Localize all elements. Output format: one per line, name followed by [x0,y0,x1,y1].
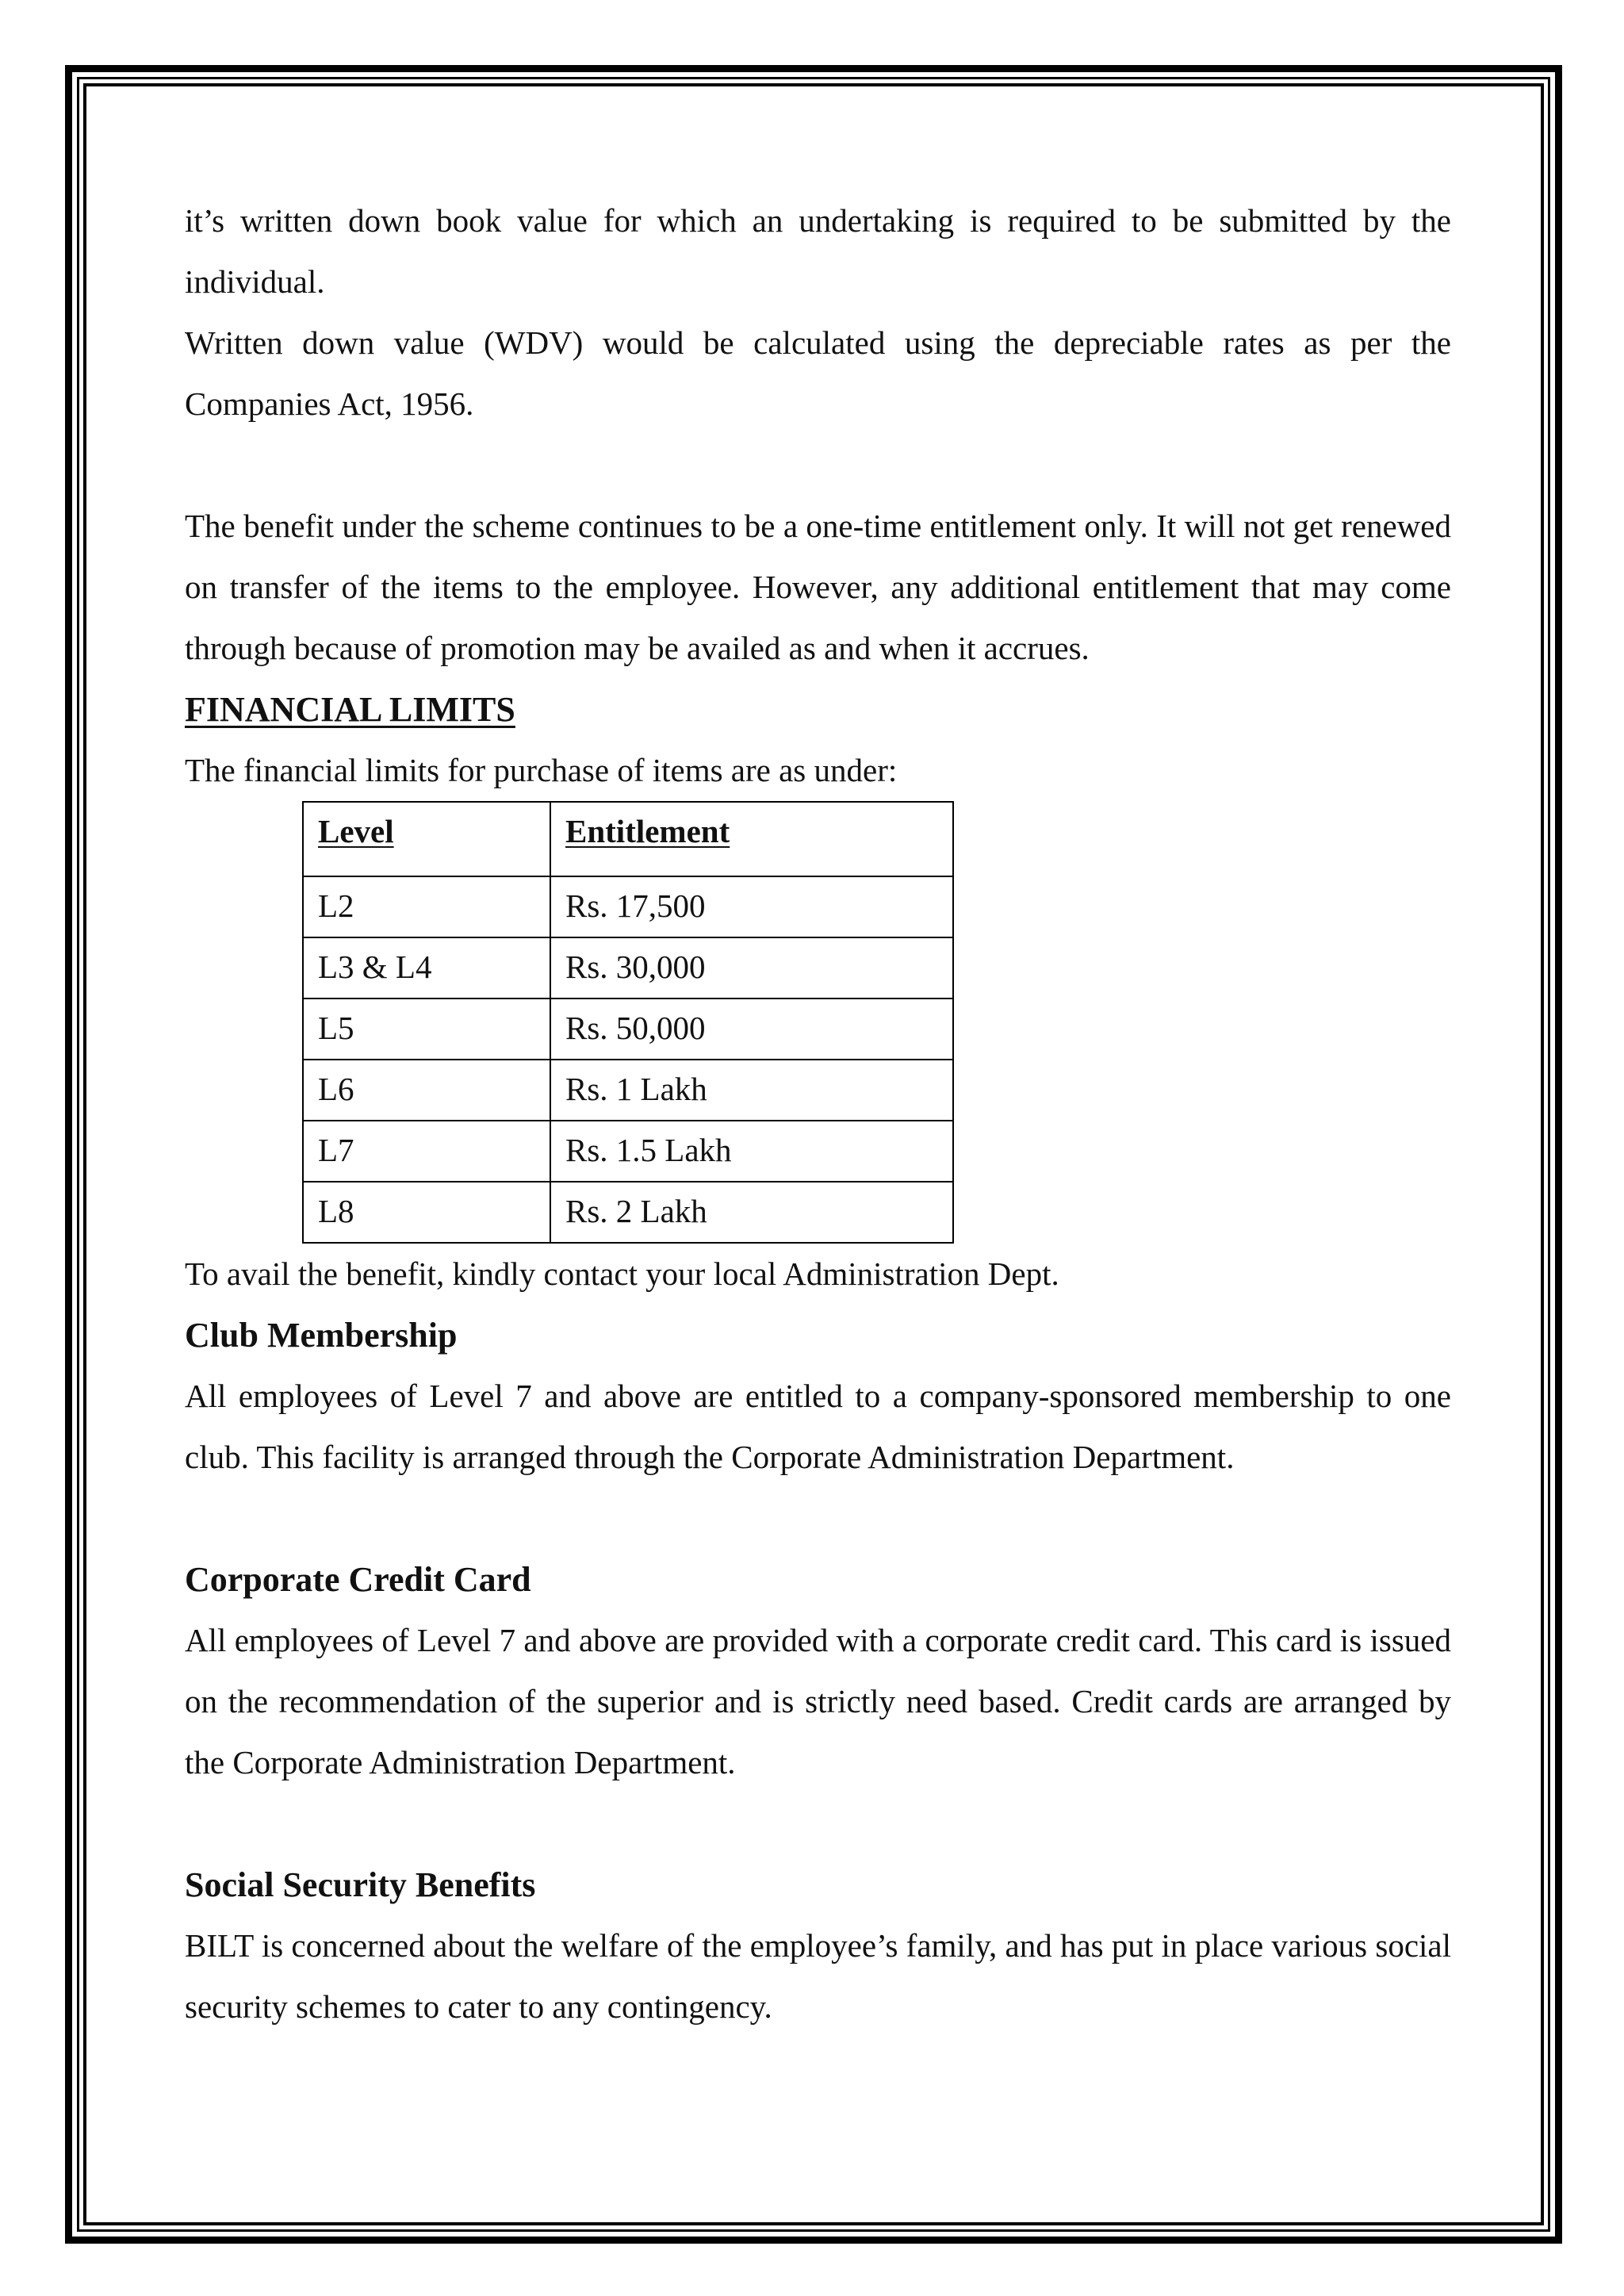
table-cell-level: L6 [303,1060,550,1121]
table-header-level: Level [303,802,550,876]
heading-social-security-benefits: Social Security Benefits [185,1865,536,1904]
heading-club-membership: Club Membership [185,1316,458,1355]
spacer [185,435,1451,496]
spacer [185,1793,1451,1854]
paragraph-corporate-credit-card: All employees of Level 7 and above are provided with a corporate credit card. This card is issued on the recommendation of the superior and is strictly need based. Credit cards are arranged by the Corporate Administration Department. [185,1622,1451,1780]
table-cell-level: L5 [303,999,550,1060]
heading-financial-limits: FINANCIAL LIMITS [185,690,515,729]
table-row [303,1182,953,1243]
table-cell-entitlement: Rs. 1.5 Lakh [550,1121,953,1182]
financial-limits-table [302,801,954,1244]
table-row [303,1060,953,1121]
paragraph-one-time-entitlement: The benefit under the scheme continues to be a one-time entitlement only. It will not get renewed on transfer of the items to the employee. However, any additional entitlement that may come through because of promotion may be availed as and when it accrues. [185,508,1451,666]
table-cell-level: L3 & L4 [303,937,550,999]
table-cell-level: L2 [303,876,550,937]
table-cell-entitlement: Rs. 17,500 [550,876,953,937]
table-cell-entitlement: Rs. 2 Lakh [550,1182,953,1243]
paragraph-club-membership: All employees of Level 7 and above are entitled to a company-sponsored membership to one club. This facility is arranged through the Corporate Administration Department. [185,1378,1451,1475]
table-header-row [303,802,953,876]
table-cell-entitlement: Rs. 50,000 [550,999,953,1060]
financial-limits-note: To avail the benefit, kindly contact your local Administration Dept. [185,1255,1059,1292]
table-row [303,999,953,1060]
financial-limits-intro: The financial limits for purchase of items are as under: [185,752,898,788]
table-cell-entitlement: Rs. 30,000 [550,937,953,999]
table-row [303,876,953,937]
table-cell-level: L8 [303,1182,550,1243]
table-row [303,1121,953,1182]
paragraph-social-security-benefits: BILT is concerned about the welfare of the employee’s family, and has put in place various social security schemes to cater to any contingency. [185,1927,1451,2025]
heading-corporate-credit-card: Corporate Credit Card [185,1560,531,1599]
table-cell-entitlement: Rs. 1 Lakh [550,1060,953,1121]
spacer [185,1488,1451,1549]
table-row [303,937,953,999]
paragraph-wdv-calculation: Written down value (WDV) would be calculated using the depreciable rates as per the Companies Act, 1956. [185,324,1451,422]
table-header-entitlement: Entitlement [550,802,953,876]
document-body [185,190,1451,2037]
paragraph-wdv-undertaking: it’s written down book value for which an undertaking is required to be submitted by the individual. [185,202,1451,300]
table-cell-level: L7 [303,1121,550,1182]
